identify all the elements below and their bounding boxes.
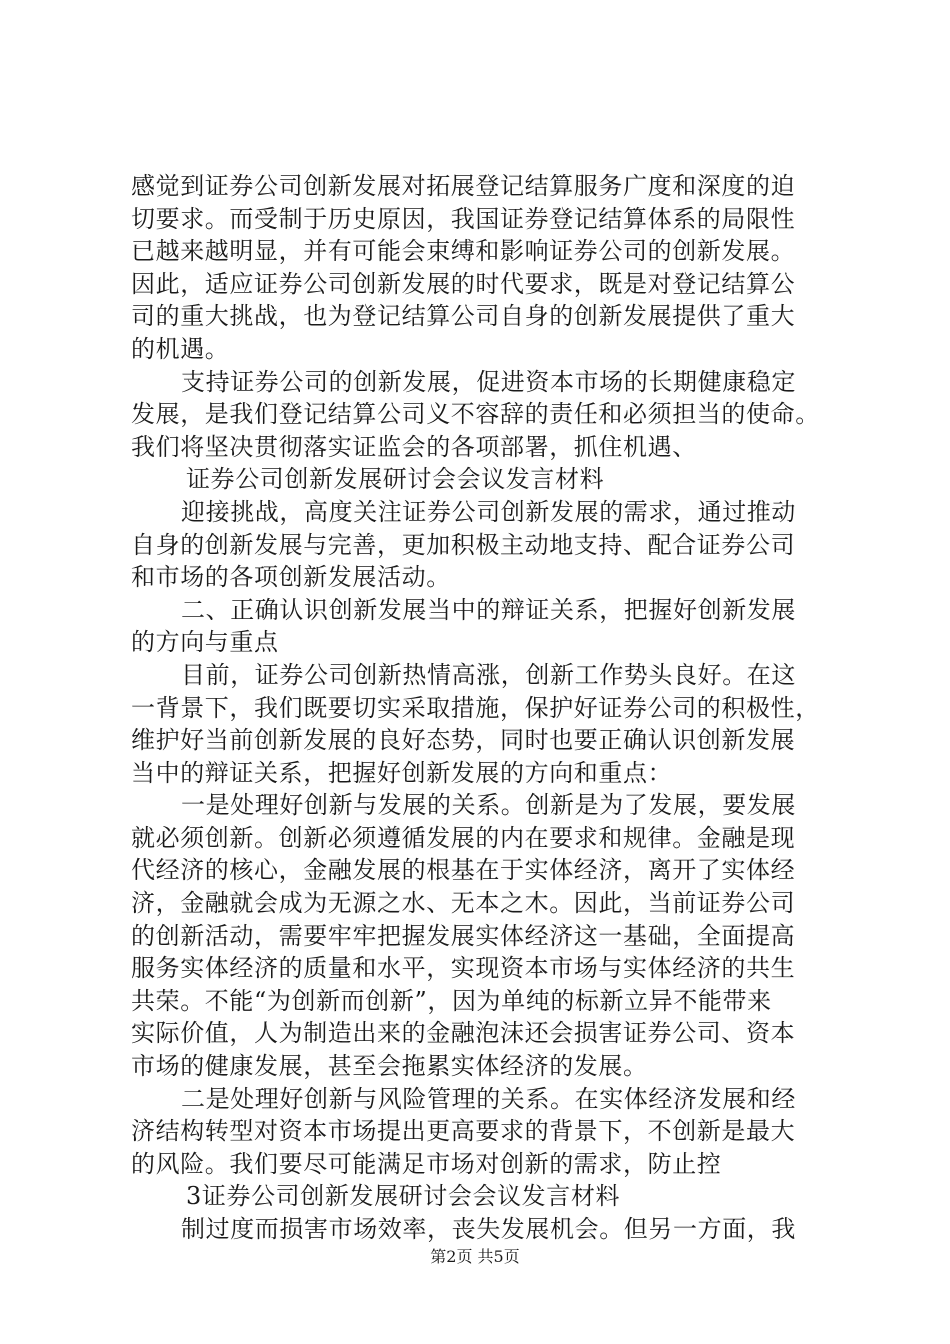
text-line: 的机遇。 (131, 334, 230, 363)
document-body (131, 170, 831, 1246)
text-line: 二是处理好创新与风险管理的关系。在实体经济发展和经 (181, 1084, 796, 1113)
text-line: 服务实体经济的质量和水平，实现资本市场与实体经济的共生 (131, 954, 796, 983)
text-line: 实际价值，人为制造出来的金融泡沫还会损害证券公司、资本 (131, 1019, 796, 1048)
text-line: 因此，适应证券公司创新发展的时代要求，既是对登记结算公 (131, 269, 796, 298)
text-line: 维护好当前创新发展的良好态势，同时也要正确认识创新发展 (131, 726, 796, 755)
text-line: 的方向与重点 (131, 628, 279, 657)
text-line: 发展，是我们登记结算公司义不容辞的责任和必须担当的使命。 (131, 400, 820, 429)
text-line: 代经济的核心，金融发展的根基在于实体经济，离开了实体经 (131, 856, 796, 885)
text-line: 我们将坚决贯彻落实证监会的各项部署，抓住机遇、 (131, 432, 697, 461)
text-line: 当中的辩证关系，把握好创新发展的方向和重点： (131, 758, 673, 787)
text-line: 就必须创新。创新必须遵循发展的内在要求和规律。金融是现 (131, 823, 796, 852)
text-line: 迎接挑战，高度关注证券公司创新发展的需求，通过推动 (181, 497, 796, 526)
text-line: 市场的健康发展，甚至会拖累实体经济的发展。 (131, 1052, 648, 1081)
text-line: 感觉到证券公司创新发展对拓展登记结算服务广度和深度的迫 (131, 172, 796, 200)
text-line: 济结构转型对资本市场提出更高要求的背景下，不创新是最大 (131, 1117, 796, 1146)
running-header-line: 3证券公司创新发展研讨会会议发言材料 (186, 1182, 621, 1211)
text-line: 和市场的各项创新发展活动。 (131, 563, 451, 592)
text-line: 制过度而损害市场效率，丧失发展机会。但另一方面，我 (181, 1215, 796, 1243)
text-line: 一是处理好创新与发展的关系。创新是为了发展，要发展 (181, 791, 796, 820)
text-line: 已越来越明显，并有可能会束缚和影响证券公司的创新发展。 (131, 237, 796, 266)
text-line: 的创新活动，需要牢牢把握发展实体经济这一基础，全面提高 (131, 921, 796, 950)
page-footer: 第2页 共5页 (430, 1247, 520, 1266)
text-line: 济，金融就会成为无源之水、无本之木。因此，当前证券公司 (131, 889, 796, 918)
text-line: 自身的创新发展与完善，更加积极主动地支持、配合证券公司 (131, 530, 796, 559)
text-line: 司的重大挑战，也为登记结算公司自身的创新发展提供了重大 (131, 302, 796, 331)
text-line: 共荣。不能“为创新而创新”，因为单纯的标新立异不能带来 (131, 986, 772, 1015)
running-header-line: 证券公司创新发展研讨会会议发言材料 (186, 465, 605, 494)
text-line: 目前，证券公司创新热情高涨，创新工作势头良好。在这 (181, 660, 796, 689)
text-line: 一背景下，我们既要切实采取措施，保护好证券公司的积极性， (131, 693, 820, 722)
text-line: 二、正确认识创新发展当中的辩证关系，把握好创新发展 (181, 595, 796, 624)
text-line: 支持证券公司的创新发展，促进资本市场的长期健康稳定 (181, 367, 796, 396)
text-line: 切要求。而受制于历史原因，我国证券登记结算体系的局限性 (131, 204, 796, 233)
text-line: 的风险。我们要尽可能满足市场对创新的需求，防止控 (131, 1149, 722, 1178)
